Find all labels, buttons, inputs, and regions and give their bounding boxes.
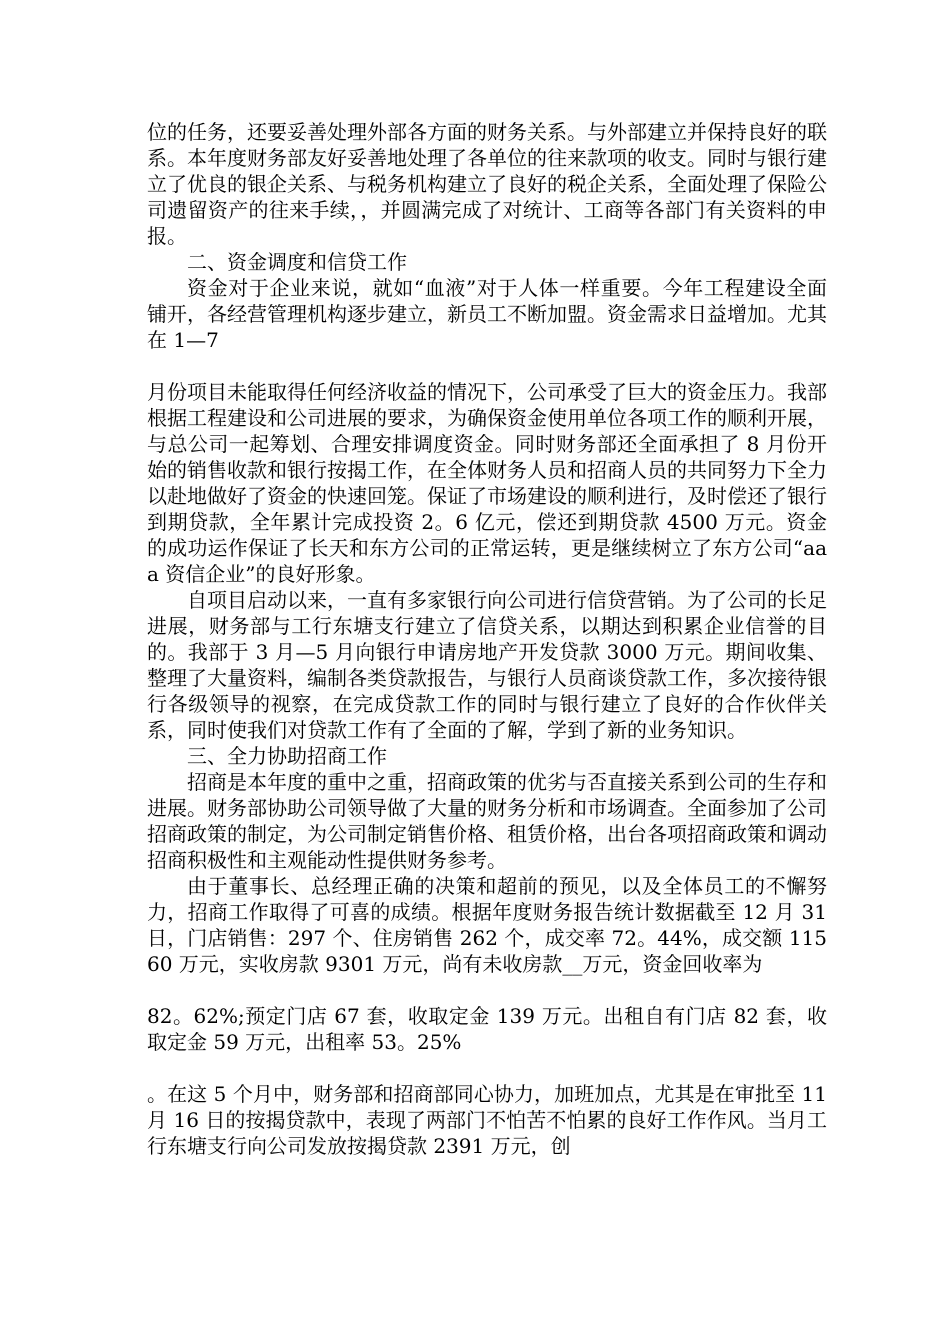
paragraph-promotion-results: 由于董事长、总经理正确的决策和超前的预见，以及全体员工的不懈努力，招商工作取得了可喜的成绩。根据年度财务报告统计数据截至 12 月 31 日，门店销售：297 个、住房销售 262 个，成交率 72。44%，成交额 11560 万元，实收房款 9301 万元，尚有未收房款__万元，资金回收率为 — [147, 874, 827, 976]
paragraph-financial-relations: 位的任务，还要妥善处理外部各方面的财务关系。与外部建立并保持良好的联系。本年度财务部友好妥善地处理了各单位的往来款项的收支。同时与银行建立了优良的银企关系、与税务机构建立了良好的税企关系，全面处理了保险公司遗留资产的往来手续，，并圆满完成了对统计、工商等各部门有关资料的申报。 — [147, 120, 827, 248]
section-heading-investment-promotion: 三、全力协助招商工作 — [187, 744, 387, 768]
paragraph-bank-credit: 自项目启动以来，一直有多家银行向公司进行信贷营销。为了公司的长足进展，财务部与工行东塘支行建立了信贷关系，以期达到积累企业信誉的目的。我部于 3 月—5 月向银行申请房地产开发贷款 3000 万元。期间收集、整理了大量资料，编制各类贷款报告，与银行人员商谈贷款工作，多次接待银行各级领导的视察，在完成贷款工作的同时与银行建立了良好的合作伙伴关系，同时使我们对贷款工作有了全面的了解，学到了新的业务知识。 — [147, 588, 827, 742]
paragraph-funds-pressure: 月份项目未能取得任何经济收益的情况下，公司承受了巨大的资金压力。我部根据工程建设和公司进展的要求，为确保资金使用单位各项工作的顺利开展，与总公司一起筹划、合理安排调度资金。同时财务部还全面承担了 8 月份开始的销售收款和银行按揭工作，在全体财务人员和招商人员的共同努力下全力以赴地做好了资金的快速回笼。保证了市场建设的顺利进行，及时偿还了银行到期贷款，全年累计完成投资 2。6 亿元，偿还到期贷款 4500 万元。资金的成功运作保证了长天和东方公司的正常运转，更是继续树立了东方公司“aaa 资信企业”的良好形象。 — [147, 380, 827, 586]
paragraph-funds-importance: 资金对于企业来说，就如“血液”对于人体一样重要。今年工程建设全面铺开，各经营管理机构逐步建立，新员工不断加盟。资金需求日益增加。尤其在 1—7 — [147, 276, 827, 352]
paragraph-rental-stats: 82。62%;预定门店 67 套，收取定金 139 万元。出租自有门店 82 套，收取定金 59 万元，出租率 53。25% — [147, 1004, 827, 1054]
document-body — [147, 119, 827, 1159]
section-heading-funds-and-credit: 二、资金调度和信贷工作 — [187, 250, 407, 274]
paragraph-promotion-policy: 招商是本年度的重中之重，招商政策的优劣与否直接关系到公司的生存和进展。财务部协助公司领导做了大量的财务分析和市场调查。全面参加了公司招商政策的制定，为公司制定销售价格、租赁价格，出台各项招商政策和调动招商积极性和主观能动性提供财务参考。 — [147, 770, 827, 872]
paragraph-mortgage-loans: 。在这 5 个月中，财务部和招商部同心协力，加班加点，尤其是在审批至 11 月 16 日的按揭贷款中，表现了两部门不怕苦不怕累的良好工作作风。当月工行东塘支行向公司发放按揭贷款 2391 万元，创 — [147, 1082, 827, 1158]
